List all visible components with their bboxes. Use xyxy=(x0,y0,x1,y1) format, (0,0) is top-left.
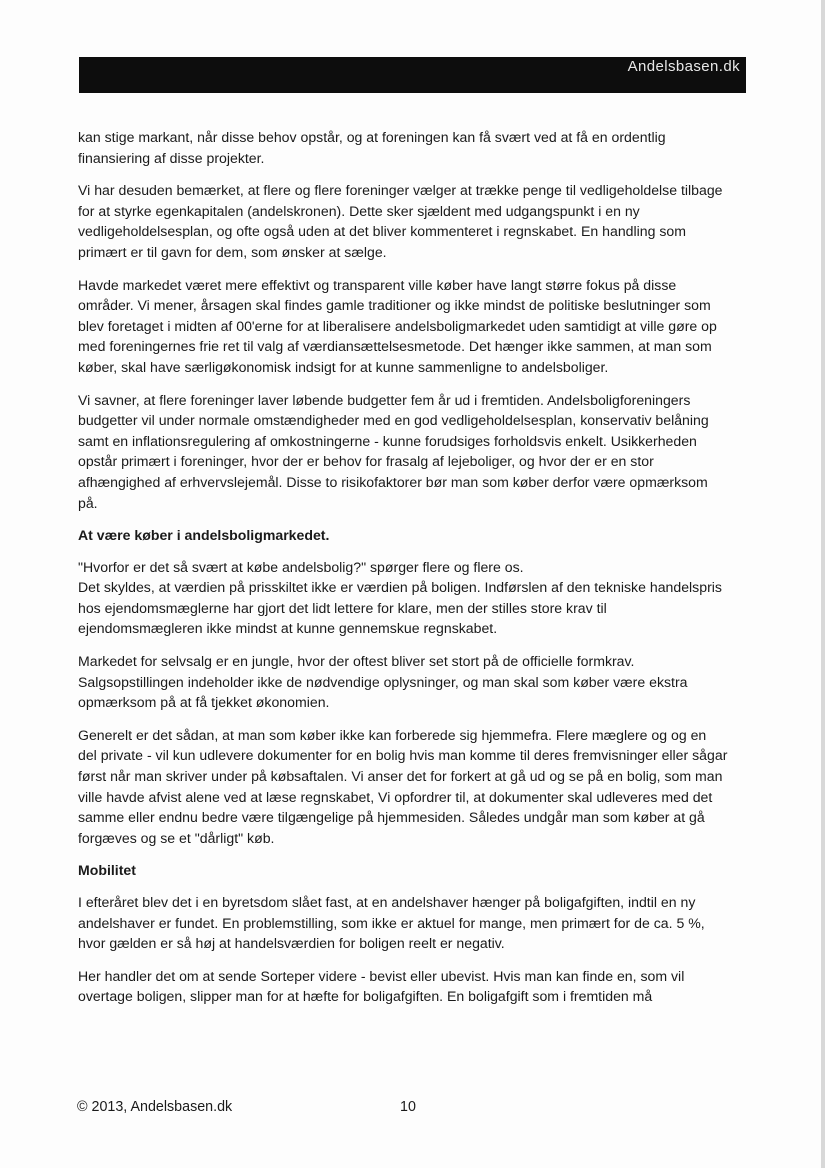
paragraph: Vi savner, at flere foreninger laver løbende budgetter fem år ud i fremtiden. Andelsboligforeningers budgetter vil under normale omstændigheder med en god vedligeholdelsesplan, konservativ belåning samt en inflationsregulering af omkostningerne - kunne forudsiges forholdsvis enkelt. Usikkerheden opstår primært i foreninger, hvor der er behov for frasalg af lejeboliger, og hvor der er en stor afhængighed af erhvervslejemål. Disse to risikofaktorer bør man som køber derfor være opmærksom på. xyxy=(78,391,709,511)
section-heading: At være køber i andelsboligmarkedet. xyxy=(78,527,330,544)
header-bar xyxy=(79,57,746,93)
body-text xyxy=(78,127,728,1019)
paragraph: Markedet for selvsalg er en jungle, hvor der oftest bliver set stort på de officielle formkrav. Salgsopstillingen indeholder ikke de nødvendige oplysninger, og man skal som køber være ekstra opmærksom på at få tjekket økonomien. xyxy=(78,653,688,711)
header-brand: Andelsbasen.dk xyxy=(627,58,740,75)
page-number: 10 xyxy=(400,1099,416,1115)
paragraph: Havde markedet været mere effektivt og transparent ville køber have langt større fokus på disse områder. Vi mener, årsagen skal findes gamle traditioner og ikke mindst de politiske beslutninger som blev foretaget i midten af 00'erne for at liberalisere andelsboligmarkedet uden samtidigt at ville gøre op med foreningernes frie ret til valg af værdiansættelsesmetode. Det hænger ikke sammen, at man som køber, skal have særligøkonomisk indsigt for at kunne sammenligne to andelsboliger. xyxy=(78,276,717,375)
paragraph: Generelt er det sådan, at man som køber ikke kan forberede sig hjemmefra. Flere mæglere og og en del private - vil kun udlevere dokumenter for en bolig hvis man komme til deres fremvisninger eller sågar først når man skriver under på købsaftalen. Vi anser det for forkert at gå ud og se på en bolig, som man ville havde afvist alene ved at læse regnskabet, Vi opfordrer til, at dokumenter skal udleveres med det samme eller endnu bedre være tilgængelige på hjemmesiden. Således undgår man som køber at gå forgæves og se et "dårligt" køb. xyxy=(78,726,728,846)
footer-copyright: © 2013, Andelsbasen.dk xyxy=(77,1099,233,1115)
paragraph: Vi har desuden bemærket, at flere og flere foreninger vælger at trække penge til vedligeholdelse tilbage for at styrke egenkapitalen (andelskronen). Dette sker sjældent med udgangspunkt i en ny vedligeholdelsesplan, og ofte også uden at det bliver kommenteret i regnskabet. En handling som primært er til gavn for dem, som ønsker at sælge. xyxy=(78,182,723,260)
scan-edge xyxy=(821,0,825,1168)
paragraph: Det skyldes, at værdien på prisskiltet ikke er værdien på boligen. Indførslen af den tekniske handelspris hos ejendomsmæglerne har gjort det lidt lettere for klare, men der stilles store krav til ejendomsmægleren ikke mindst at kunne gennemskue regnskabet. xyxy=(78,579,722,637)
section-heading: Mobilitet xyxy=(78,862,136,879)
paragraph: kan stige markant, når disse behov opstår, og at foreningen kan få svært ved at få en ordentlig finansiering af disse projekter. xyxy=(78,129,666,166)
paragraph: Her handler det om at sende Sorteper videre - bevist eller ubevist. Hvis man kan finde en, som vil overtage boligen, slipper man for at hæfte for boligafgiften. En boligafgift som i fremtiden må xyxy=(78,967,685,1005)
paragraph: "Hvorfor er det så svært at købe andelsbolig?" spørger flere og flere os. xyxy=(78,558,524,575)
paragraph: I efteråret blev det i en byretsdom slået fast, at en andelshaver hænger på boligafgiften, indtil en ny andelshaver er fundet. En problemstilling, som ikke er aktuel for mange, men primært for de ca. 5 %, hvor gælden er så høj at handelsværdien for boligen reelt er negativ. xyxy=(78,894,705,952)
